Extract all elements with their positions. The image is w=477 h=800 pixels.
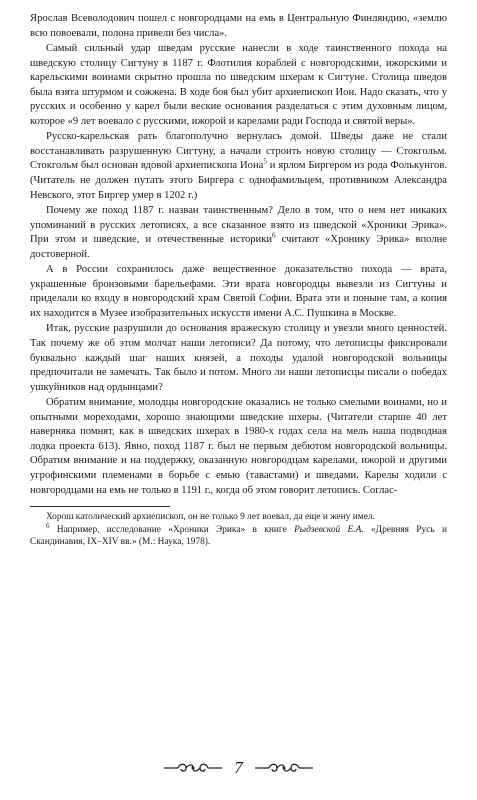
scroll-ornament-icon bbox=[253, 762, 315, 774]
footnote: Хорош католический архиепископ, он не только 9 лет воевал, да еще и жену имел. bbox=[46, 512, 375, 523]
footnote-marker: 6 bbox=[46, 521, 50, 530]
footnote-ref[interactable]: 6 bbox=[272, 231, 276, 240]
footnote: $^6$ Например, исследование «Хроники Эрика» в книге Рыдзевской Е.А. «Древняя Русь и Скандинавия, IX–XIV вв.» (М.: Наука, 1978). bbox=[30, 521, 447, 548]
paragraph: Русско-карельская рать благополучно вернулась домой. Шведы даже не стали восстанавливать разрушенную Сигтуну, а начали строить новую столицу — Стокгольм. Стокгольм был основан вдовой архиепископа Иона$^5$ и ярлом Биргером из рода Фолькунгов. (Читатель не должен путать этого Биргера с однофамильцем, противником Александра Невского, этот Биргер умер в 1202 г.) bbox=[30, 131, 447, 201]
page-footer bbox=[0, 758, 477, 778]
paragraph: Обратим внимание, молодцы новгородские оказались не только смелыми воинами, но и опытными мореходами, хорошо знающими шведские шхеры. (Читатели старше 40 лет наверняка помнят, как в шведских шхерах в 1980-х годах села на мель наша подводная лодка проекта 613). Явно, поход 1187 г. был не первым дебютом новгородской вольницы. Обратим внимание и на поддержку, оказанную новгородцам карелами, ижорой и другими угрофинскими племенами в борьбе с емью (тавастами) и шведами. Карелы ходили с новгородцами на емь не только в 1191 г., когда об этом говорит летопись. Соглас- bbox=[30, 397, 447, 496]
footnotes bbox=[30, 511, 447, 549]
footnote-divider bbox=[30, 506, 170, 507]
paragraph: А в России сохранилось даже вещественное доказательство похода — врата, украшенные бронзовыми барельефами. Эти врата новгородцы вывезли из Сигтуны и приделали ко входу в новгородский храм Святой Софии. Врата эти и поныне там, а копия их находится в Музее изобразительных искусств имени А.С. Пушкина в Москве. bbox=[30, 264, 447, 319]
main-text bbox=[30, 12, 447, 498]
scroll-ornament-icon bbox=[162, 762, 224, 774]
page-number: 7 bbox=[234, 758, 243, 777]
paragraph: Ярослав Всеволодович пошел с новгородцами на емь в Центральную Финляндию, «землю всю повоевали, полона привели без числа». bbox=[30, 13, 447, 39]
footnote-ref[interactable]: 5 bbox=[263, 157, 267, 166]
paragraph: Итак, русские разрушили до основания вражескую столицу и увезли много ценностей. Так почему же об этом молчат наши летописи? Да потому, что летописцы фиксировали буквально каждый шаг наших князей, а походы удалой новгородской вольницы предпочитали не замечать. Так было и потом. Много ли наши летописцы писали о победах ушкуйников над ордынцами? bbox=[30, 323, 447, 393]
paragraph: Самый сильный удар шведам русские нанесли в ходе таинственного похода на шведскую столицу Сигтуну в 1187 г. Флотилия кораблей с новгородскими, ижорскими и карельскими воинами скрытно прошла по шведским шхерам к Сигтуне. Столица шведов была взята штурмом и сожжена. В ходе боя был убит архиепископ Ион. Надо сказать, что у русских и особенно у карел были веские основания разделаться с этим духовным лицом, которое «9 лет воевало с русскими, ижорой и карелами ради Господа и святой веры». bbox=[30, 43, 447, 127]
paragraph: Почему же поход 1187 г. назван таинственным? Дело в том, что о нем нет никаких упоминаний в русских летописях, а все сказанное взято из шведской «Хроники Эрика». При этом и шведские, и отечественные историки$^6$ считают «Хронику Эрика» вполне достоверной. bbox=[30, 205, 447, 260]
